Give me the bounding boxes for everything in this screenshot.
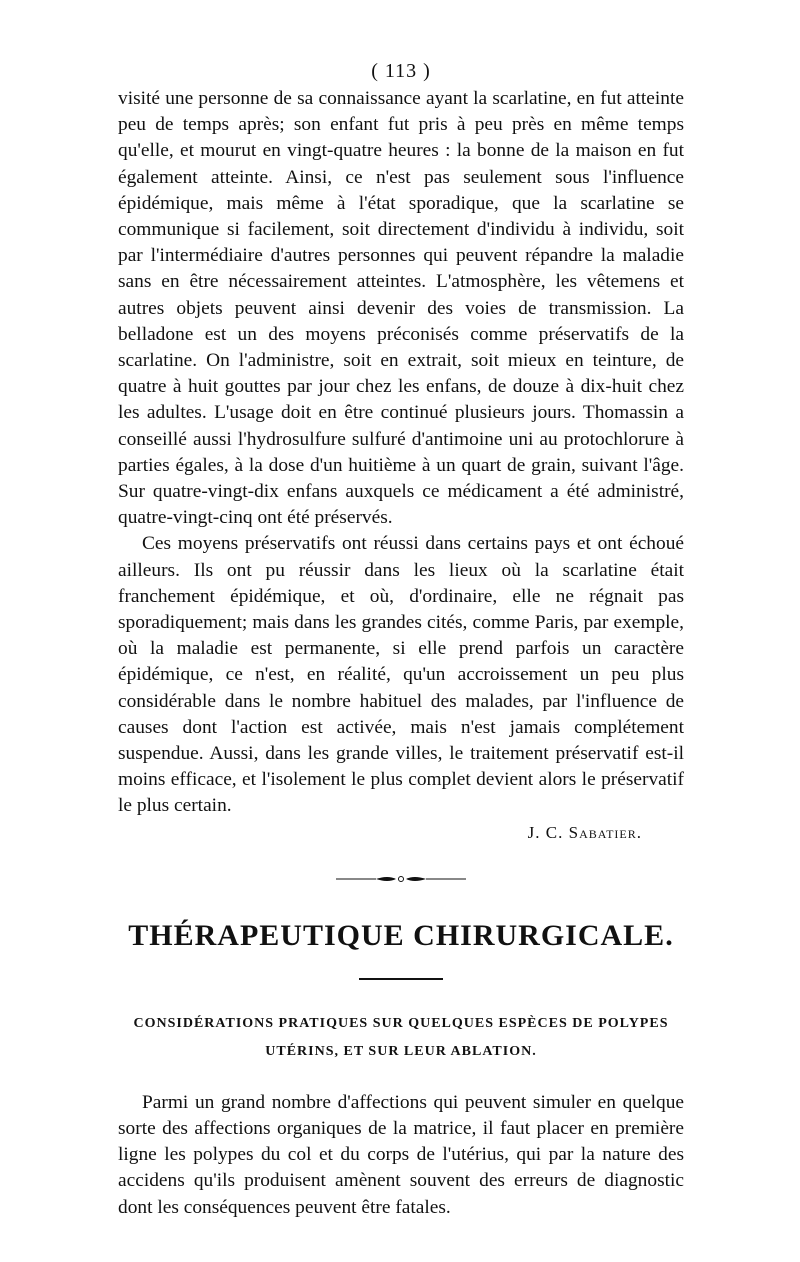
divider-ornament bbox=[336, 872, 466, 886]
article-title bbox=[118, 1010, 684, 1066]
page-number: ( 113 ) bbox=[371, 60, 431, 82]
document-page bbox=[118, 56, 684, 1221]
section-title: THÉRAPEUTIQUE CHIRURGICALE. bbox=[128, 918, 674, 952]
title-underline-rule bbox=[359, 978, 443, 980]
body-paragraph-1: visité une personne de sa connaissance ayant la scarlatine, en fut atteinte peu de temps après; son enfant fut pris à peu près en même temps qu'elle, et mourut en vingt-quatre heures : la bonne de la maison en fut également atteinte. Ainsi, ce n'est pas seulement sous l'influence épidémique, mais même à l'état sporadique, que la scarlatine se communique si facilement, soit directement d'individu à individu, soit par l'intermédiaire d'autres personnes qui peuvent répandre la maladie sans en être nécessairement atteintes. L'atmosphère, les vêtemens et autres objets peuvent ainsi devenir des voies de transmission. La belladone est un des moyens préconisés comme préservatifs de la scarlatine. On l'administre, soit en extrait, soit mieux en teinture, de quatre à huit gouttes par jour chez les enfans, de douze à dix-huit chez les adultes. L'usage doit en être continué plusieurs jours. Thomassin a conseillé aussi l'hydrosulfure sulfuré d'antimoine uni au protochlorure à parties égales, à la dose d'un huitième à un quart de grain, suivant l'âge. Sur quatre-vingt-dix enfans auxquels ce médicament a été administré, quatre-vingt-cinq ont été préservés. bbox=[118, 88, 684, 529]
body-paragraph-2: Ces moyens préservatifs ont réussi dans certains pays et ont échoué ailleurs. Ils ont pu réussir dans les lieux où la scarlatine était franchement épidémique, et où, d'ordinaire, elle ne régnait pas sporadiquement; mais dans les grandes cités, comme Paris, par exemple, où la maladie est permanente, si elle prend parfois un caractère épidémique, ce n'est, en réalité, qu'un accroissement un peu plus considérable dans le nombre habituel des malades, par l'influence de causes dont l'action est activée, mais n'est jamais complétement suspendue. Aussi, dans les grande villes, le traitement préservatif est-il moins efficace, et l'isolement le plus complet devient alors le préservatif le plus certain. bbox=[118, 533, 684, 817]
article-title-line-1: CONSIDÉRATIONS PRATIQUES SUR QUELQUES ESPÈCES DE POLYPES bbox=[133, 1015, 669, 1031]
article-title-line-2: UTÉRINS, ET SUR LEUR ABLATION. bbox=[265, 1043, 537, 1059]
author-signature: J. C. Sabatier. bbox=[527, 822, 642, 842]
body-paragraph-3: Parmi un grand nombre d'affections qui peuvent simuler en quelque sorte des affections organiques de la matrice, il faut placer en première ligne les polypes du col et du corps de l'utérius, qui par la nature des accidens qu'ils produisent amènent souvent des erreurs de diagnostic dont les conséquences peuvent être fatales. bbox=[118, 1091, 684, 1218]
